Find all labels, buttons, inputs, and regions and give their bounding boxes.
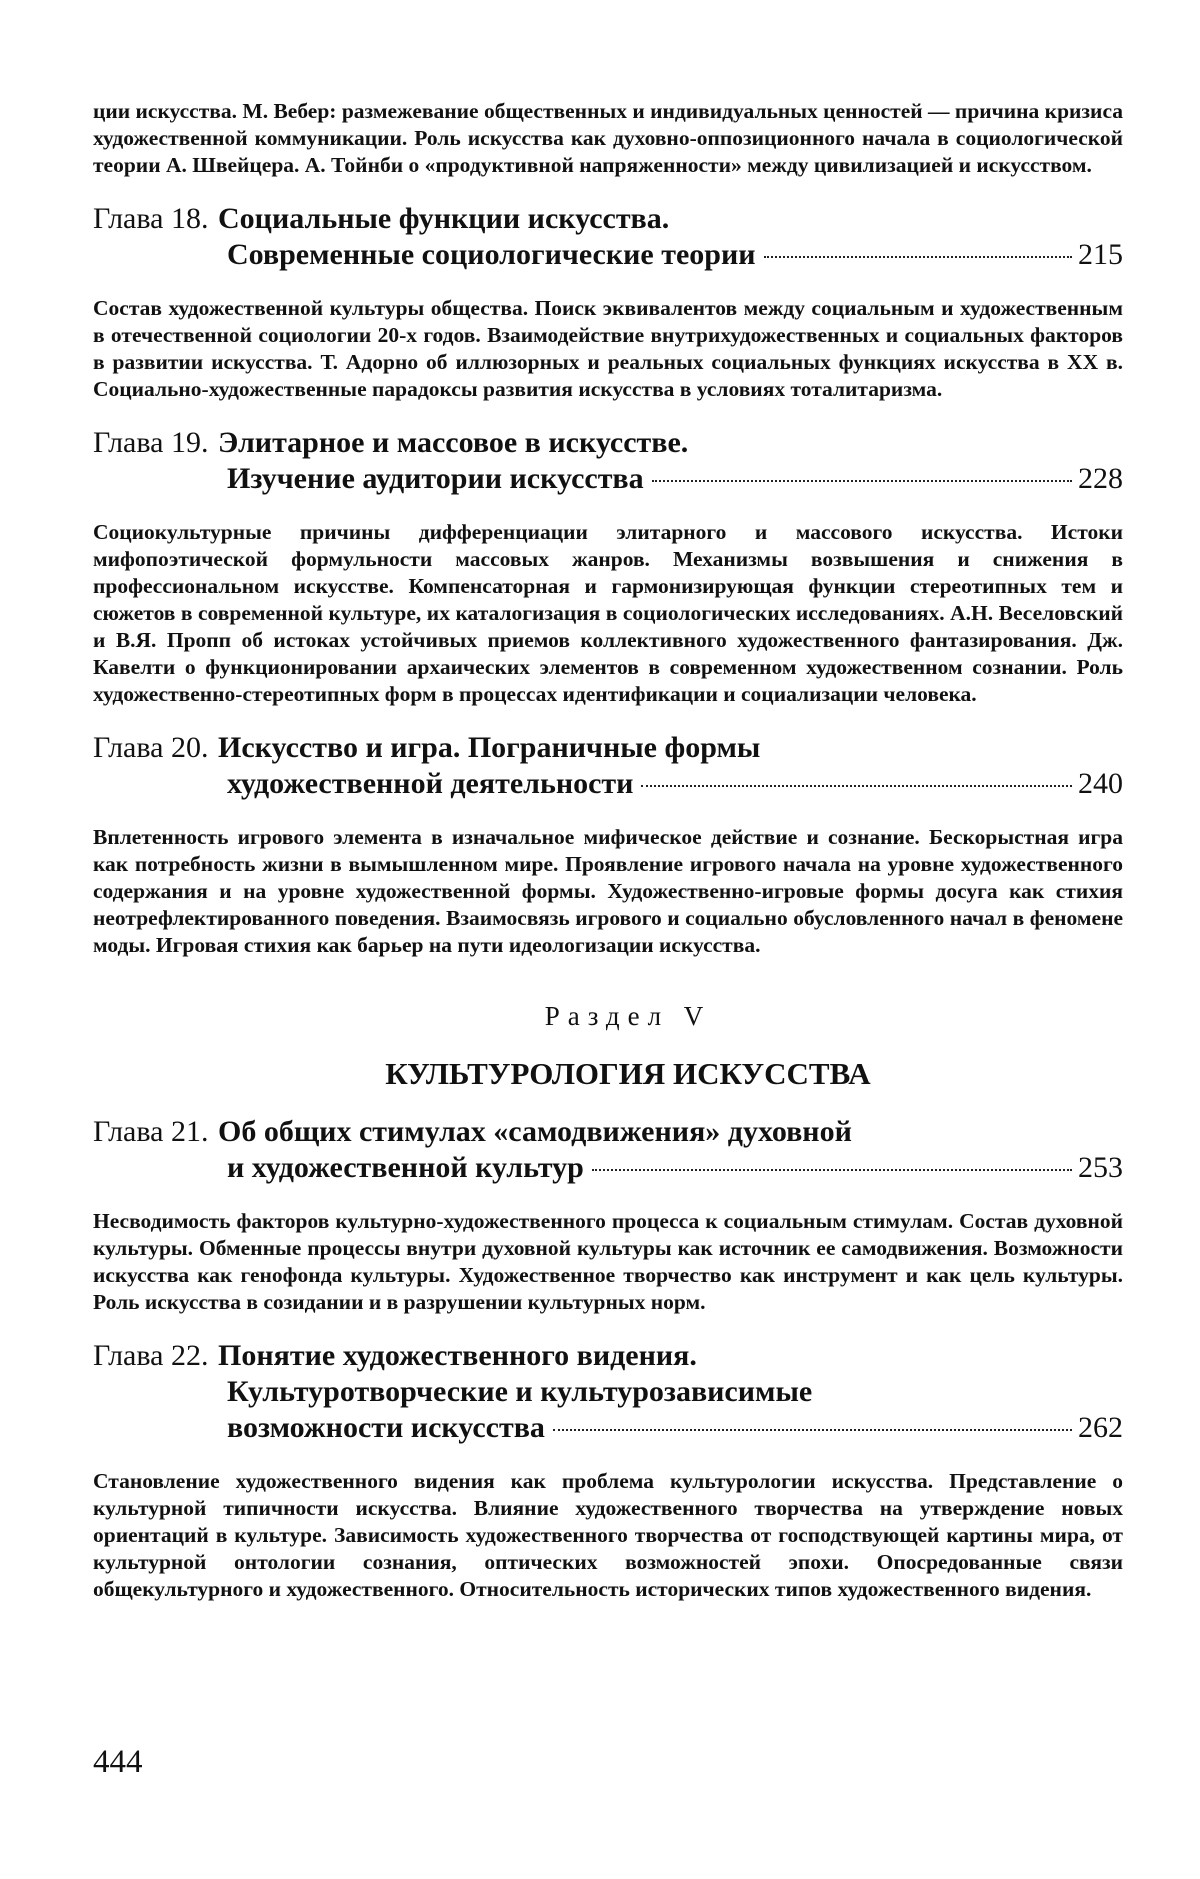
chapter-title-line: Социальные функции искусства. (218, 202, 670, 235)
chapter-title-line: возможности искусства (227, 1411, 545, 1444)
chapter-title-line: Понятие художественного видения. (218, 1339, 697, 1372)
chapter-page-number: 215 (1078, 238, 1123, 271)
chapter-title-line: Культуротворческие и культурозависимые (227, 1375, 813, 1408)
chapter-18-summary: Состав художественной культуры общества. Поиск эквивалентов между социальным и художественным в отечественной социологии 20-х годов. Взаимодействие внутрихудожественных и социальных факторов в развитии искусства. Т. Адорно об иллюзорных и реальных социальных функциях искусства в XX в. Социально-художественные парадоксы развития искусства в условиях тоталитаризма. (93, 296, 1123, 401)
dot-leader (652, 480, 1072, 482)
chapter-page-number: 240 (1078, 767, 1123, 800)
chapter-22-summary: Становление художественного видения как проблема культурологии искусства. Представление о культурной типичности искусства. Влияние художественного творчества на утверждение новых ориентаций в культуре. Зависимость художественного творчества от господствующей картины мира, от культурной онтологии сознания, оптических возможностей эпохи. Опосредованные связи общекультурного и художественного. Относительность исторических типов художественного видения. (93, 1469, 1123, 1601)
chapter-title-line: Об общих стимулах «самодвижения» духовной (218, 1115, 852, 1148)
chapter-22-heading (93, 1338, 1123, 1446)
chapter-page-number: 253 (1078, 1151, 1123, 1184)
chapter-page-number: 262 (1078, 1411, 1123, 1444)
chapter-label: Глава 21. (93, 1115, 209, 1148)
chapter-label: Глава 22. (93, 1339, 209, 1372)
dot-leader (553, 1429, 1072, 1431)
chapter-label: Глава 19. (93, 426, 209, 459)
chapter-title-line: Современные социологические теории (227, 238, 756, 271)
chapter-page-number: 228 (1078, 462, 1123, 495)
chapter-20-heading (93, 730, 1123, 802)
chapter-title-line: художественной деятельности (227, 767, 634, 800)
page-number: 444 (93, 1744, 143, 1780)
section-label: Раздел V (544, 1001, 712, 1031)
chapter-title-line: Изучение аудитории искусства (227, 462, 644, 495)
chapter-18-heading (93, 201, 1123, 273)
dot-leader (592, 1169, 1072, 1171)
chapter-title-line: Элитарное и массовое в искусстве. (218, 426, 689, 459)
chapter-21-summary: Несводимость факторов культурно-художественного процесса к социальным стимулам. Состав духовной культуры. Обменные процессы внутри духовной культуры как источник ее самодвижения. Возможности искусства как генофонда культуры. Художественное творчество как инструмент и как цель культуры. Роль искусства в созидании и в разрушении культурных норм. (93, 1209, 1123, 1314)
section-title: КУЛЬТУРОЛОГИЯ ИСКУССТВА (385, 1056, 871, 1091)
chapter-19-summary: Социокультурные причины дифференциации элитарного и массового искусства. Истоки мифопоэтической формульности массовых жанров. Механизмы возвышения и снижения в профессиональном искусстве. Компенсаторная и гармонизирующая функции стереотипных тем и сюжетов в современной культуре, их каталогизация в социологических исследованиях. А.Н. Веселовский и В.Я. Пропп об истоках устойчивых приемов коллективного художественного фантазирования. Дж. Кавелти о функционировании архаических элементов в современном художественном сознании. Роль художественно-стереотипных форм в процессах идентификации и социализации человека. (93, 520, 1123, 706)
chapter-21-heading (93, 1114, 1123, 1186)
toc-content (93, 98, 1123, 1603)
chapter-title-line: Искусство и игра. Пограничные формы (218, 731, 761, 764)
dot-leader (764, 256, 1072, 258)
dot-leader (641, 785, 1072, 787)
chapter-19-heading (93, 425, 1123, 497)
chapter-label: Глава 18. (93, 202, 209, 235)
chapter-label: Глава 20. (93, 731, 209, 764)
intro-paragraph: ции искусства. М. Вебер: размежевание общественных и индивидуальных ценностей — причина кризиса художественной коммуникации. Роль искусства как духовно-оппозиционного начала в социологической теории А. Швейцера. А. Тойнби о «продуктивной напряженности» между цивилизацией и искусством. (93, 99, 1123, 177)
chapter-20-summary: Вплетенность игрового элемента в изначальное мифическое действие и сознание. Бескорыстная игра как потребность жизни в вымышленном мире. Проявление игрового начала на уровне художественного содержания и на уровне художественной формы. Художественно-игровые формы досуга как стихия неотрефлектированного поведения. Взаимосвязь игрового и социально обусловленного начал в феномене моды. Игровая стихия как барьер на пути идеологизации искусства. (93, 825, 1123, 957)
chapter-title-line: и художественной культур (227, 1151, 584, 1184)
